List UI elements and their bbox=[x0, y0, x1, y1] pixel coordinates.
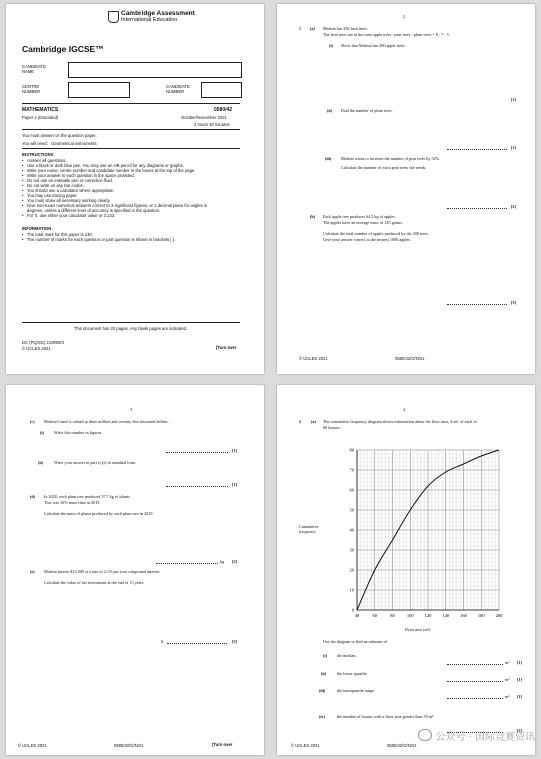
marks: [1] bbox=[517, 660, 522, 665]
information-item: • The total mark for this paper is 130. bbox=[22, 232, 175, 237]
question-text: The fruit trees are in the ratio apple trees : pear trees : plum trees = 8 : 7 : 3. bbox=[323, 32, 450, 37]
instruction-item: • You may use tracing paper. bbox=[22, 193, 240, 198]
part-label: (d) bbox=[30, 494, 36, 499]
subpart-label: (iv) bbox=[319, 714, 326, 719]
question-text: 80 houses. bbox=[323, 425, 341, 430]
subject: MATHEMATICS bbox=[22, 107, 59, 113]
turn-over: [Turn over bbox=[212, 742, 233, 747]
question-text: Malena’s land is valued at three million and seventy-five thousand dollars. bbox=[44, 419, 169, 424]
y-tick-label: 40 bbox=[349, 527, 354, 533]
x-tick-label: 40 bbox=[354, 613, 360, 618]
candidate-name-label: CANDIDATE NAME bbox=[22, 64, 46, 74]
paper-ref: 0580/42/O/N/21 bbox=[387, 743, 417, 748]
x-tick-label: 180 bbox=[477, 613, 485, 618]
x-tick-label: 200 bbox=[495, 613, 503, 618]
unit-label: m² bbox=[505, 660, 510, 665]
answer-line[interactable] bbox=[447, 698, 503, 699]
information-item: • The number of marks for each question or part question is shown in brackets [ ]. bbox=[22, 237, 175, 242]
centre-number-field[interactable] bbox=[68, 82, 130, 98]
question-text: Give your answer correct to the nearest 1000 apples. bbox=[323, 237, 412, 242]
instruction-item: • Do not write on any bar codes. bbox=[22, 183, 240, 188]
copyright: © UCLES 2021 bbox=[291, 743, 320, 748]
question-text: Malena invests $13 000 at a rate of 2.1% per year compound interest. bbox=[44, 569, 161, 574]
part-label: (a) bbox=[311, 419, 316, 424]
question-text: Each apple tree produces 64.5 kg of apples. bbox=[323, 214, 396, 219]
question-text: The cumulative frequency diagram shows information about the floor area, A m², of each of bbox=[323, 419, 477, 424]
marks: [3] bbox=[232, 639, 237, 644]
part-label: (c) bbox=[30, 419, 35, 424]
marks: [1] bbox=[232, 482, 237, 487]
answer-line[interactable] bbox=[156, 563, 218, 564]
marks: [1] bbox=[511, 145, 516, 150]
y-tick-label: 0 bbox=[351, 607, 354, 613]
turn-over: [Turn over bbox=[216, 345, 237, 350]
question-text: the lower quartile, bbox=[337, 671, 368, 676]
question-text: Find the number of plum trees. bbox=[341, 108, 393, 113]
part-label: (a) bbox=[310, 26, 315, 31]
question-text: The apples have an average mass of 145 grams. bbox=[323, 220, 403, 225]
question-text: Malena has 450 fruit trees. bbox=[323, 26, 368, 31]
page-number: 2 bbox=[403, 14, 406, 19]
paper-ref: 0580/42/O/N/21 bbox=[395, 356, 425, 361]
paper-name: Paper 4 (Extended) bbox=[22, 115, 59, 120]
instructions-list bbox=[22, 158, 240, 208]
answer-note: You must answer on the question paper. bbox=[22, 133, 97, 138]
centre-number-label: CENTRE NUMBER bbox=[22, 84, 41, 94]
copyright: © UCLES 2021 bbox=[18, 743, 47, 748]
question-text: Calculate the total number of apples produced by the 200 trees. bbox=[323, 231, 429, 236]
exam-session: October/November 2021 bbox=[181, 115, 227, 120]
instructions-list-end bbox=[22, 213, 115, 218]
question-text: Calculate the value of her investment at the end of 15 years. bbox=[44, 580, 145, 585]
subpart-label: (ii) bbox=[327, 108, 333, 113]
candidate-name-field[interactable] bbox=[68, 62, 242, 78]
page-number: 3 bbox=[130, 407, 133, 412]
question-number: 1 bbox=[299, 26, 302, 31]
instruction-item: • Answer all questions. bbox=[22, 158, 240, 163]
subpart-label: (ii) bbox=[321, 671, 327, 676]
y-tick-label: 80 bbox=[349, 447, 354, 453]
question-text: the number of houses with a floor area greater than 70 m². bbox=[337, 714, 435, 719]
page-number: 4 bbox=[403, 407, 406, 412]
page-count-note: This document has 20 pages. Any blank pages are indicated. bbox=[74, 326, 188, 331]
answer-line[interactable] bbox=[447, 208, 507, 209]
unit-label: $ bbox=[161, 639, 164, 644]
y-tick-label: 50 bbox=[349, 507, 354, 513]
instruction-continuation: degrees, unless a different level of accuracy is specified in the question. bbox=[27, 208, 161, 213]
question-text: Write this number in figures. bbox=[54, 430, 103, 435]
subpart-label: (iii) bbox=[319, 688, 326, 693]
copyright: © UCLES 2021 bbox=[299, 356, 328, 361]
y-tick-label: 10 bbox=[349, 587, 354, 593]
subpart-label: (iii) bbox=[325, 156, 332, 161]
answer-line[interactable] bbox=[447, 304, 507, 305]
marks: [1] bbox=[232, 448, 237, 453]
org-subname: International Education bbox=[121, 17, 178, 23]
subpart-label: (i) bbox=[40, 430, 44, 435]
cambridge-crest-icon bbox=[108, 11, 119, 23]
answer-line[interactable] bbox=[447, 681, 503, 682]
part-label: (b) bbox=[310, 214, 316, 219]
instruction-item: • For π, use either your calculator value or 3.142. bbox=[22, 213, 115, 218]
y-tick-label: 70 bbox=[349, 467, 354, 473]
y-tick-label: 60 bbox=[349, 487, 354, 493]
x-tick-label: 80 bbox=[390, 613, 395, 618]
cumulative-frequency-chart bbox=[337, 445, 507, 620]
page-cover bbox=[6, 4, 264, 374]
unit-label: m² bbox=[505, 677, 510, 682]
marks: [2] bbox=[511, 204, 516, 209]
x-tick-label: 120 bbox=[424, 613, 432, 618]
question-text: Write your answer to part (c)(i) in standard form. bbox=[54, 460, 137, 465]
question-text: the median, bbox=[337, 653, 357, 658]
paper-ref: 0580/42/O/N/21 bbox=[114, 743, 144, 748]
question-text: Show that Malena has 200 apple trees. bbox=[341, 43, 406, 48]
wechat-icon bbox=[418, 729, 432, 741]
x-tick-label: 100 bbox=[406, 613, 414, 618]
org-name: Cambridge Assessment bbox=[121, 10, 195, 17]
y-axis-label: Cumulative frequency bbox=[299, 524, 319, 534]
answer-line[interactable] bbox=[447, 149, 507, 150]
information-heading: INFORMATION bbox=[22, 226, 52, 231]
instruction-item: • Write your answer to each question in the space provided. bbox=[22, 173, 240, 178]
candidate-number-label: CANDIDATE NUMBER bbox=[166, 84, 190, 94]
marks: [1] bbox=[517, 677, 522, 682]
answer-line[interactable] bbox=[447, 664, 503, 665]
question-text: Calculate the number of extra pear trees she needs. bbox=[341, 165, 427, 170]
y-tick-label: 20 bbox=[349, 567, 354, 573]
question-text: In 2020, each plum tree produced 37.7 kg of plums. bbox=[44, 494, 131, 499]
equipment-line: You will need: Geometrical instruments bbox=[22, 141, 97, 146]
question-text: Malena wants to increase the number of pear trees by 32%. bbox=[341, 156, 441, 161]
subpart-label: (i) bbox=[329, 43, 333, 48]
answer-line[interactable] bbox=[167, 643, 227, 644]
unit-label: m² bbox=[505, 694, 510, 699]
page-4 bbox=[277, 385, 535, 755]
instruction-item: • Write your name, centre number and candidate number in the boxes at the top of the page. bbox=[22, 168, 240, 173]
exam-duration: 2 hours 30 minutes bbox=[194, 122, 230, 127]
instruction-item: • Use a black or dark blue pen. You may use an HB pencil for any diagrams or graphs. bbox=[22, 163, 240, 168]
question-text: the interquartile range, bbox=[337, 688, 376, 693]
page-2 bbox=[277, 4, 535, 374]
syllabus-code: 0580/42 bbox=[214, 107, 233, 113]
x-tick-label: 160 bbox=[460, 613, 467, 618]
subpart-label: (i) bbox=[323, 653, 327, 658]
copyright: © UCLES 2021 bbox=[22, 346, 51, 351]
marks: [1] bbox=[511, 97, 516, 102]
watermark: 公众号 · 国际竞赛资讯 bbox=[418, 728, 535, 743]
subpart-label: (ii) bbox=[38, 460, 44, 465]
marks: [1] bbox=[517, 694, 522, 699]
y-tick-label: 30 bbox=[349, 547, 354, 553]
part-label: (e) bbox=[30, 569, 35, 574]
question-number: 2 bbox=[299, 419, 302, 424]
instruction-item: • Do not use an erasable pen or correction fluid. bbox=[22, 178, 240, 183]
instructions-heading: INSTRUCTIONS bbox=[22, 152, 54, 157]
instruction-item: • You should use a calculator where appropriate. bbox=[22, 188, 240, 193]
doc-code: DC (PQ/SG) 210809/3 bbox=[22, 340, 64, 345]
question-text: Calculate the mass of plums produced by each plum tree in 2019. bbox=[44, 511, 154, 516]
x-tick-label: 140 bbox=[442, 613, 450, 618]
instruction-item: • Give non-exact numerical answers correct to 3 significant figures, or 1 decimal place for angles in bbox=[22, 203, 240, 208]
candidate-number-field[interactable] bbox=[201, 82, 242, 98]
marks: [3] bbox=[511, 300, 516, 305]
page-3 bbox=[6, 385, 264, 755]
x-tick-label: 60 bbox=[372, 613, 377, 618]
instruction-text: Use the diagram to find an estimate of bbox=[323, 639, 388, 644]
marks: [2] bbox=[517, 728, 522, 733]
answer-line[interactable] bbox=[166, 452, 228, 453]
question-text: This was 16% more than in 2019. bbox=[44, 500, 101, 505]
answer-line[interactable] bbox=[166, 486, 228, 487]
information-list bbox=[22, 232, 175, 242]
instruction-item: • You must show all necessary working clearly. bbox=[22, 198, 240, 203]
x-axis-label: Floor area (m²) bbox=[405, 627, 431, 632]
marks: [2] bbox=[232, 559, 237, 564]
paper-brand-title: Cambridge IGCSE™ bbox=[22, 44, 104, 54]
unit-label: kg bbox=[220, 559, 225, 564]
